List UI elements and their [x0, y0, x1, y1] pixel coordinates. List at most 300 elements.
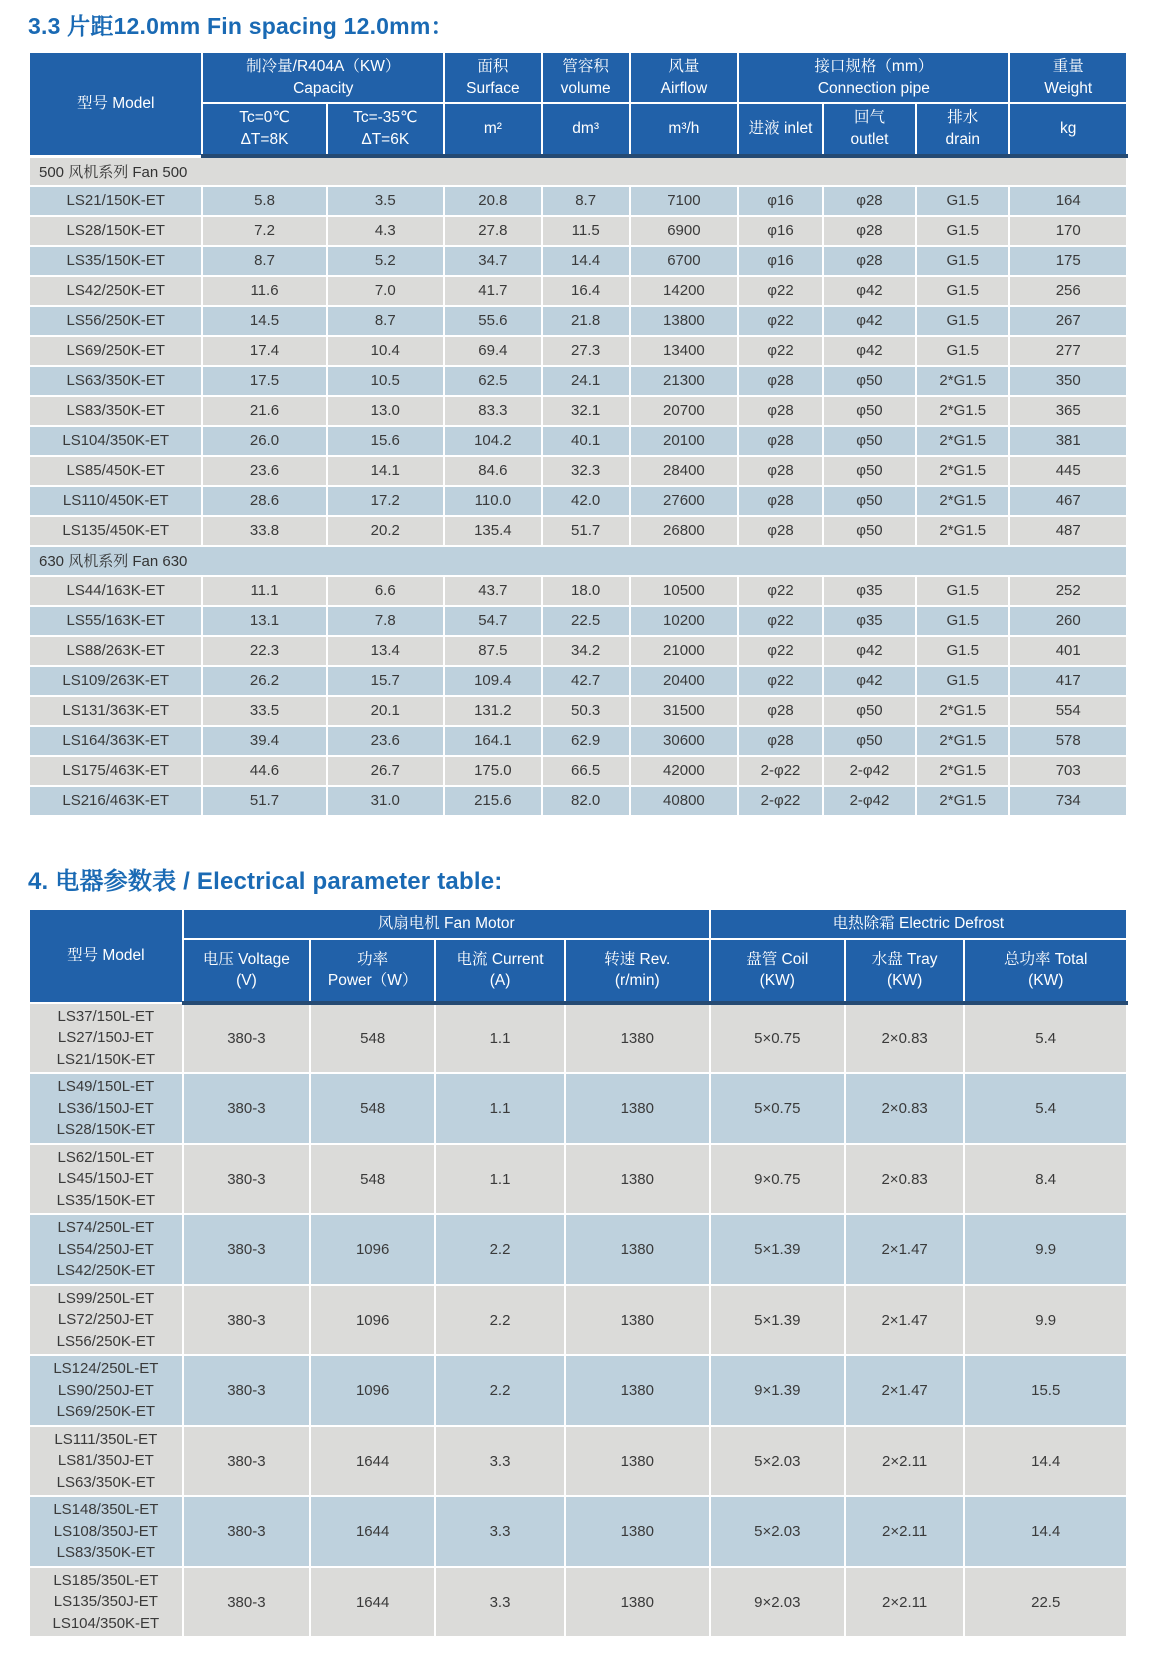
header-rev	[565, 939, 710, 1003]
value-cell: 703	[1009, 756, 1127, 786]
model-group-cell	[29, 1496, 183, 1567]
value-cell: 5×2.03	[710, 1426, 845, 1497]
value-cell: 215.6	[444, 786, 542, 816]
header-tray-line2: (KW)	[886, 972, 923, 990]
value-cell: 1644	[310, 1567, 435, 1638]
fin-table-row	[29, 306, 1127, 336]
value-cell: 16.4	[542, 276, 630, 306]
fin-table-row	[29, 426, 1127, 456]
header-surface	[444, 52, 542, 103]
value-cell: 14.1	[327, 456, 444, 486]
electrical-table-row	[29, 1285, 1127, 1356]
value-cell: 41.7	[444, 276, 542, 306]
value-cell: 21000	[630, 636, 739, 666]
value-cell: 18.0	[542, 576, 630, 606]
fin-table-row	[29, 666, 1127, 696]
header-outlet-cn: 回气	[853, 109, 885, 127]
electrical-table-row	[29, 1426, 1127, 1497]
value-cell: 380-3	[183, 1144, 310, 1215]
value-cell: 135.4	[444, 516, 542, 546]
value-cell: 7.0	[327, 276, 444, 306]
value-cell: 3.3	[435, 1496, 565, 1567]
header-power-line2: Power（W）	[327, 972, 418, 990]
value-cell: φ22	[738, 606, 823, 636]
value-cell: G1.5	[916, 306, 1009, 336]
header-capacity-en: Capacity	[293, 79, 354, 97]
value-cell: 1380	[565, 1073, 710, 1144]
value-cell: 27.3	[542, 336, 630, 366]
model-name: LS54/250J-ET	[57, 1240, 154, 1258]
value-cell: φ50	[823, 696, 916, 726]
value-cell: φ42	[823, 306, 916, 336]
header-unit-m2: m²	[444, 103, 542, 155]
fin-table-row	[29, 396, 1127, 426]
header-current-line2: (A)	[489, 972, 511, 990]
header-tc0-line1: Tc=0℃	[239, 109, 290, 127]
model-cell: LS135/450K-ET	[29, 516, 202, 546]
value-cell: 9×0.75	[710, 1144, 845, 1215]
value-cell: 4.3	[327, 216, 444, 246]
value-cell: φ16	[738, 186, 823, 216]
value-cell: φ50	[823, 456, 916, 486]
value-cell: 24.1	[542, 366, 630, 396]
header-volume-en: volume	[560, 79, 611, 97]
value-cell: 2-φ22	[738, 786, 823, 816]
value-cell: 42000	[630, 756, 739, 786]
model-cell: LS109/263K-ET	[29, 666, 202, 696]
value-cell: 26800	[630, 516, 739, 546]
value-cell: 84.6	[444, 456, 542, 486]
header-unit-dm3: dm³	[542, 103, 630, 155]
header-drain-cn: 排水	[947, 109, 979, 127]
value-cell: 87.5	[444, 636, 542, 666]
model-group-cell	[29, 1144, 183, 1215]
model-name: LS45/150J-ET	[57, 1170, 154, 1188]
model-cell: LS131/363K-ET	[29, 696, 202, 726]
value-cell: 13.1	[202, 606, 326, 636]
header-weight-cn: 重量	[1052, 58, 1084, 75]
fin-table-row	[29, 366, 1127, 396]
value-cell: 13800	[630, 306, 739, 336]
value-cell: 164.1	[444, 726, 542, 756]
value-cell: G1.5	[916, 246, 1009, 276]
model-name: LS74/250L-ET	[57, 1219, 155, 1237]
value-cell: 267	[1009, 306, 1127, 336]
value-cell: 34.7	[444, 246, 542, 276]
model-cell: LS69/250K-ET	[29, 336, 202, 366]
header-tray-line1: 水盘 Tray	[871, 950, 938, 968]
model-name: LS185/350L-ET	[53, 1571, 159, 1589]
value-cell: 62.5	[444, 366, 542, 396]
header-connection-en: Connection pipe	[817, 79, 930, 97]
model-name: LS99/250L-ET	[57, 1289, 155, 1307]
electrical-table-row	[29, 1214, 1127, 1285]
value-cell: 28400	[630, 456, 739, 486]
value-cell: 13400	[630, 336, 739, 366]
header-coil-line2: (KW)	[759, 972, 795, 990]
header-rev-line2: (r/min)	[614, 972, 660, 990]
value-cell: φ50	[823, 486, 916, 516]
value-cell: 21300	[630, 366, 739, 396]
value-cell: 14.4	[964, 1496, 1127, 1567]
model-name: LS81/350J-ET	[57, 1452, 154, 1470]
value-cell: 417	[1009, 666, 1127, 696]
electrical-table-row	[29, 1073, 1127, 1144]
value-cell: φ22	[738, 336, 823, 366]
model-name: LS104/350K-ET	[52, 1614, 160, 1632]
value-cell: 175.0	[444, 756, 542, 786]
value-cell: 170	[1009, 216, 1127, 246]
value-cell: 109.4	[444, 666, 542, 696]
value-cell: 2*G1.5	[916, 756, 1009, 786]
model-name: LS124/250L-ET	[53, 1360, 159, 1378]
value-cell: φ28	[738, 726, 823, 756]
fin-table-row	[29, 576, 1127, 606]
value-cell: 5.2	[327, 246, 444, 276]
electrical-table-row	[29, 1567, 1127, 1638]
header-current-line1: 电流 Current	[456, 950, 544, 968]
model-name: LS108/350J-ET	[53, 1522, 158, 1540]
header-drain-en: drain	[945, 131, 980, 149]
value-cell: 42.7	[542, 666, 630, 696]
value-cell: 31500	[630, 696, 739, 726]
value-cell: 20.1	[327, 696, 444, 726]
model-name: LS72/250J-ET	[57, 1311, 154, 1329]
value-cell: 9.9	[964, 1214, 1127, 1285]
value-cell: 131.2	[444, 696, 542, 726]
value-cell: 2×2.11	[845, 1567, 965, 1638]
value-cell: 467	[1009, 486, 1127, 516]
header-connection-cn: 接口规格（mm）	[814, 58, 934, 75]
value-cell: 20700	[630, 396, 739, 426]
fan-series-section-row	[29, 546, 1127, 576]
value-cell: 39.4	[202, 726, 326, 756]
model-cell: LS88/263K-ET	[29, 636, 202, 666]
value-cell: 164	[1009, 186, 1127, 216]
value-cell: 1380	[565, 1214, 710, 1285]
value-cell: 380-3	[183, 1567, 310, 1638]
fin-table-body	[29, 156, 1127, 816]
model-group-cell	[29, 1355, 183, 1426]
value-cell: 44.6	[202, 756, 326, 786]
value-cell: 15.7	[327, 666, 444, 696]
header-model2: 型号 Model	[29, 909, 183, 1003]
value-cell: 2*G1.5	[916, 426, 1009, 456]
value-cell: 20.2	[327, 516, 444, 546]
value-cell: 175	[1009, 246, 1127, 276]
value-cell: 31.0	[327, 786, 444, 816]
value-cell: 380-3	[183, 1426, 310, 1497]
value-cell: φ28	[738, 486, 823, 516]
value-cell: 17.2	[327, 486, 444, 516]
value-cell: φ50	[823, 366, 916, 396]
value-cell: φ50	[823, 726, 916, 756]
value-cell: 5×1.39	[710, 1214, 845, 1285]
header-volume	[542, 52, 630, 103]
header-airflow	[630, 52, 739, 103]
model-group-cell	[29, 1003, 183, 1074]
value-cell: 23.6	[202, 456, 326, 486]
header-power-line1: 功率	[357, 950, 389, 968]
value-cell: 62.9	[542, 726, 630, 756]
value-cell: 26.2	[202, 666, 326, 696]
value-cell: φ35	[823, 606, 916, 636]
value-cell: 2-φ22	[738, 756, 823, 786]
value-cell: 2*G1.5	[916, 516, 1009, 546]
value-cell: 401	[1009, 636, 1127, 666]
value-cell: 5×1.39	[710, 1285, 845, 1356]
header-voltage-line2: (V)	[236, 972, 257, 990]
header-tc0-line2: ΔT=8K	[240, 131, 289, 149]
value-cell: 40.1	[542, 426, 630, 456]
model-name: LS69/250K-ET	[56, 1403, 156, 1421]
value-cell: 7.2	[202, 216, 326, 246]
model-group-cell	[29, 1073, 183, 1144]
header-coil	[710, 939, 845, 1003]
value-cell: 15.6	[327, 426, 444, 456]
model-cell: LS35/150K-ET	[29, 246, 202, 276]
fan-series-section-label: 500 风机系列 Fan 500	[29, 156, 1127, 186]
model-name: LS63/350K-ET	[56, 1473, 156, 1491]
value-cell: 380-3	[183, 1003, 310, 1074]
value-cell: 1096	[310, 1355, 435, 1426]
value-cell: 1380	[565, 1567, 710, 1638]
value-cell: 2×1.47	[845, 1355, 965, 1426]
value-cell: 33.5	[202, 696, 326, 726]
fin-table-row	[29, 246, 1127, 276]
value-cell: 14200	[630, 276, 739, 306]
value-cell: 32.3	[542, 456, 630, 486]
value-cell: φ28	[823, 246, 916, 276]
value-cell: 548	[310, 1144, 435, 1215]
value-cell: φ16	[738, 216, 823, 246]
value-cell: 14.5	[202, 306, 326, 336]
fin-table-row	[29, 336, 1127, 366]
value-cell: 3.5	[327, 186, 444, 216]
value-cell: 380-3	[183, 1214, 310, 1285]
model-name: LS90/250J-ET	[57, 1381, 154, 1399]
model-group-cell	[29, 1214, 183, 1285]
value-cell: 8.7	[202, 246, 326, 276]
value-cell: G1.5	[916, 276, 1009, 306]
value-cell: 66.5	[542, 756, 630, 786]
header-fan-motor: 风扇电机 Fan Motor	[183, 909, 710, 939]
model-cell: LS55/163K-ET	[29, 606, 202, 636]
value-cell: φ28	[738, 696, 823, 726]
value-cell: 10200	[630, 606, 739, 636]
model-name: LS148/350L-ET	[53, 1501, 159, 1519]
fin-spacing-table	[28, 51, 1128, 817]
value-cell: φ28	[738, 426, 823, 456]
value-cell: 5×0.75	[710, 1073, 845, 1144]
header-volume-cn: 管容积	[562, 58, 609, 75]
value-cell: 578	[1009, 726, 1127, 756]
value-cell: 27600	[630, 486, 739, 516]
header-total-line2: (KW)	[1028, 972, 1064, 990]
value-cell: 2*G1.5	[916, 696, 1009, 726]
value-cell: 1380	[565, 1355, 710, 1426]
header-tray	[845, 939, 965, 1003]
model-cell: LS164/363K-ET	[29, 726, 202, 756]
value-cell: 30600	[630, 726, 739, 756]
electrical-parameter-title: 4. 电器参数表 / Electrical parameter table:	[28, 867, 503, 895]
value-cell: 6900	[630, 216, 739, 246]
value-cell: 51.7	[542, 516, 630, 546]
value-cell: 27.8	[444, 216, 542, 246]
value-cell: φ42	[823, 336, 916, 366]
model-cell: LS21/150K-ET	[29, 186, 202, 216]
value-cell: 11.1	[202, 576, 326, 606]
value-cell: G1.5	[916, 636, 1009, 666]
header-current	[435, 939, 565, 1003]
value-cell: 2.2	[435, 1285, 565, 1356]
header-capacity-cn: 制冷量/R404A（KW）	[246, 58, 401, 75]
header-connection-pipe	[738, 52, 1009, 103]
value-cell: φ22	[738, 276, 823, 306]
value-cell: G1.5	[916, 576, 1009, 606]
value-cell: 277	[1009, 336, 1127, 366]
header-tc0	[202, 103, 326, 155]
value-cell: 3.3	[435, 1426, 565, 1497]
fin-table-row	[29, 726, 1127, 756]
value-cell: 1380	[565, 1426, 710, 1497]
value-cell: 1.1	[435, 1073, 565, 1144]
value-cell: 2×1.47	[845, 1214, 965, 1285]
value-cell: 734	[1009, 786, 1127, 816]
header-weight	[1009, 52, 1127, 103]
fin-table-row	[29, 186, 1127, 216]
value-cell: 21.8	[542, 306, 630, 336]
value-cell: 9×2.03	[710, 1567, 845, 1638]
model-cell: LS28/150K-ET	[29, 216, 202, 246]
header-unit-m3h: m³/h	[630, 103, 739, 155]
value-cell: G1.5	[916, 336, 1009, 366]
electrical-table-row	[29, 1496, 1127, 1567]
model-name: LS135/350J-ET	[53, 1593, 158, 1611]
header-tc35	[327, 103, 444, 155]
value-cell: 104.2	[444, 426, 542, 456]
model-group-cell	[29, 1285, 183, 1356]
value-cell: 50.3	[542, 696, 630, 726]
model-name: LS42/250K-ET	[56, 1262, 156, 1280]
value-cell: 10.4	[327, 336, 444, 366]
value-cell: 1380	[565, 1285, 710, 1356]
value-cell: 7100	[630, 186, 739, 216]
value-cell: 20400	[630, 666, 739, 696]
fin-table-row	[29, 606, 1127, 636]
model-cell: LS85/450K-ET	[29, 456, 202, 486]
model-cell: LS42/250K-ET	[29, 276, 202, 306]
value-cell: 10500	[630, 576, 739, 606]
value-cell: 2*G1.5	[916, 396, 1009, 426]
header-total	[964, 939, 1127, 1003]
value-cell: 2×0.83	[845, 1003, 965, 1074]
value-cell: 9×1.39	[710, 1355, 845, 1426]
value-cell: φ42	[823, 666, 916, 696]
value-cell: 10.5	[327, 366, 444, 396]
electrical-table-body	[29, 1003, 1127, 1638]
value-cell: 548	[310, 1073, 435, 1144]
model-cell: LS56/250K-ET	[29, 306, 202, 336]
value-cell: 8.7	[327, 306, 444, 336]
header-outlet-en: outlet	[850, 131, 889, 149]
value-cell: 55.6	[444, 306, 542, 336]
value-cell: φ42	[823, 276, 916, 306]
value-cell: 2.2	[435, 1355, 565, 1426]
fan-series-section-label: 630 风机系列 Fan 630	[29, 546, 1127, 576]
value-cell: 2*G1.5	[916, 456, 1009, 486]
fan-series-section-row	[29, 156, 1127, 186]
value-cell: 43.7	[444, 576, 542, 606]
value-cell: 22.5	[964, 1567, 1127, 1638]
value-cell: 2×1.47	[845, 1285, 965, 1356]
fin-table-row	[29, 486, 1127, 516]
model-cell: LS104/350K-ET	[29, 426, 202, 456]
model-name: LS111/350L-ET	[54, 1430, 158, 1448]
header-voltage	[183, 939, 310, 1003]
model-group-cell	[29, 1567, 183, 1638]
value-cell: 7.8	[327, 606, 444, 636]
model-name: LS28/150K-ET	[56, 1121, 156, 1139]
value-cell: 2-φ42	[823, 786, 916, 816]
value-cell: 3.3	[435, 1567, 565, 1638]
fin-table-row	[29, 276, 1127, 306]
electrical-parameter-table	[28, 908, 1128, 1639]
value-cell: 17.5	[202, 366, 326, 396]
value-cell: G1.5	[916, 186, 1009, 216]
value-cell: φ28	[823, 186, 916, 216]
model-name: LS37/150L-ET	[57, 1007, 155, 1025]
value-cell: G1.5	[916, 216, 1009, 246]
header-tc35-line2: ΔT=6K	[361, 131, 410, 149]
header-total-line1: 总功率 Total	[1003, 950, 1088, 968]
value-cell: 14.4	[542, 246, 630, 276]
value-cell: 26.0	[202, 426, 326, 456]
value-cell: φ42	[823, 636, 916, 666]
value-cell: 21.6	[202, 396, 326, 426]
value-cell: 2×2.11	[845, 1426, 965, 1497]
value-cell: 20.8	[444, 186, 542, 216]
value-cell: 17.4	[202, 336, 326, 366]
header-inlet: 进液 inlet	[738, 103, 823, 155]
model-cell: LS175/463K-ET	[29, 756, 202, 786]
value-cell: 5.8	[202, 186, 326, 216]
value-cell: 6700	[630, 246, 739, 276]
value-cell: 380-3	[183, 1355, 310, 1426]
value-cell: 13.0	[327, 396, 444, 426]
header-model: 型号 Model	[29, 52, 202, 156]
value-cell: 11.5	[542, 216, 630, 246]
value-cell: 2*G1.5	[916, 786, 1009, 816]
header-airflow-cn: 风量	[668, 58, 700, 75]
electrical-table-row	[29, 1144, 1127, 1215]
value-cell: 1644	[310, 1426, 435, 1497]
value-cell: φ50	[823, 426, 916, 456]
value-cell: φ28	[738, 396, 823, 426]
model-name: LS27/150J-ET	[57, 1029, 154, 1047]
value-cell: 20100	[630, 426, 739, 456]
value-cell: 32.1	[542, 396, 630, 426]
value-cell: 381	[1009, 426, 1127, 456]
value-cell: 110.0	[444, 486, 542, 516]
value-cell: 252	[1009, 576, 1127, 606]
value-cell: 1380	[565, 1003, 710, 1074]
model-name: LS21/150K-ET	[56, 1050, 156, 1068]
value-cell: 23.6	[327, 726, 444, 756]
value-cell: 1644	[310, 1496, 435, 1567]
value-cell: 1.1	[435, 1003, 565, 1074]
value-cell: G1.5	[916, 666, 1009, 696]
